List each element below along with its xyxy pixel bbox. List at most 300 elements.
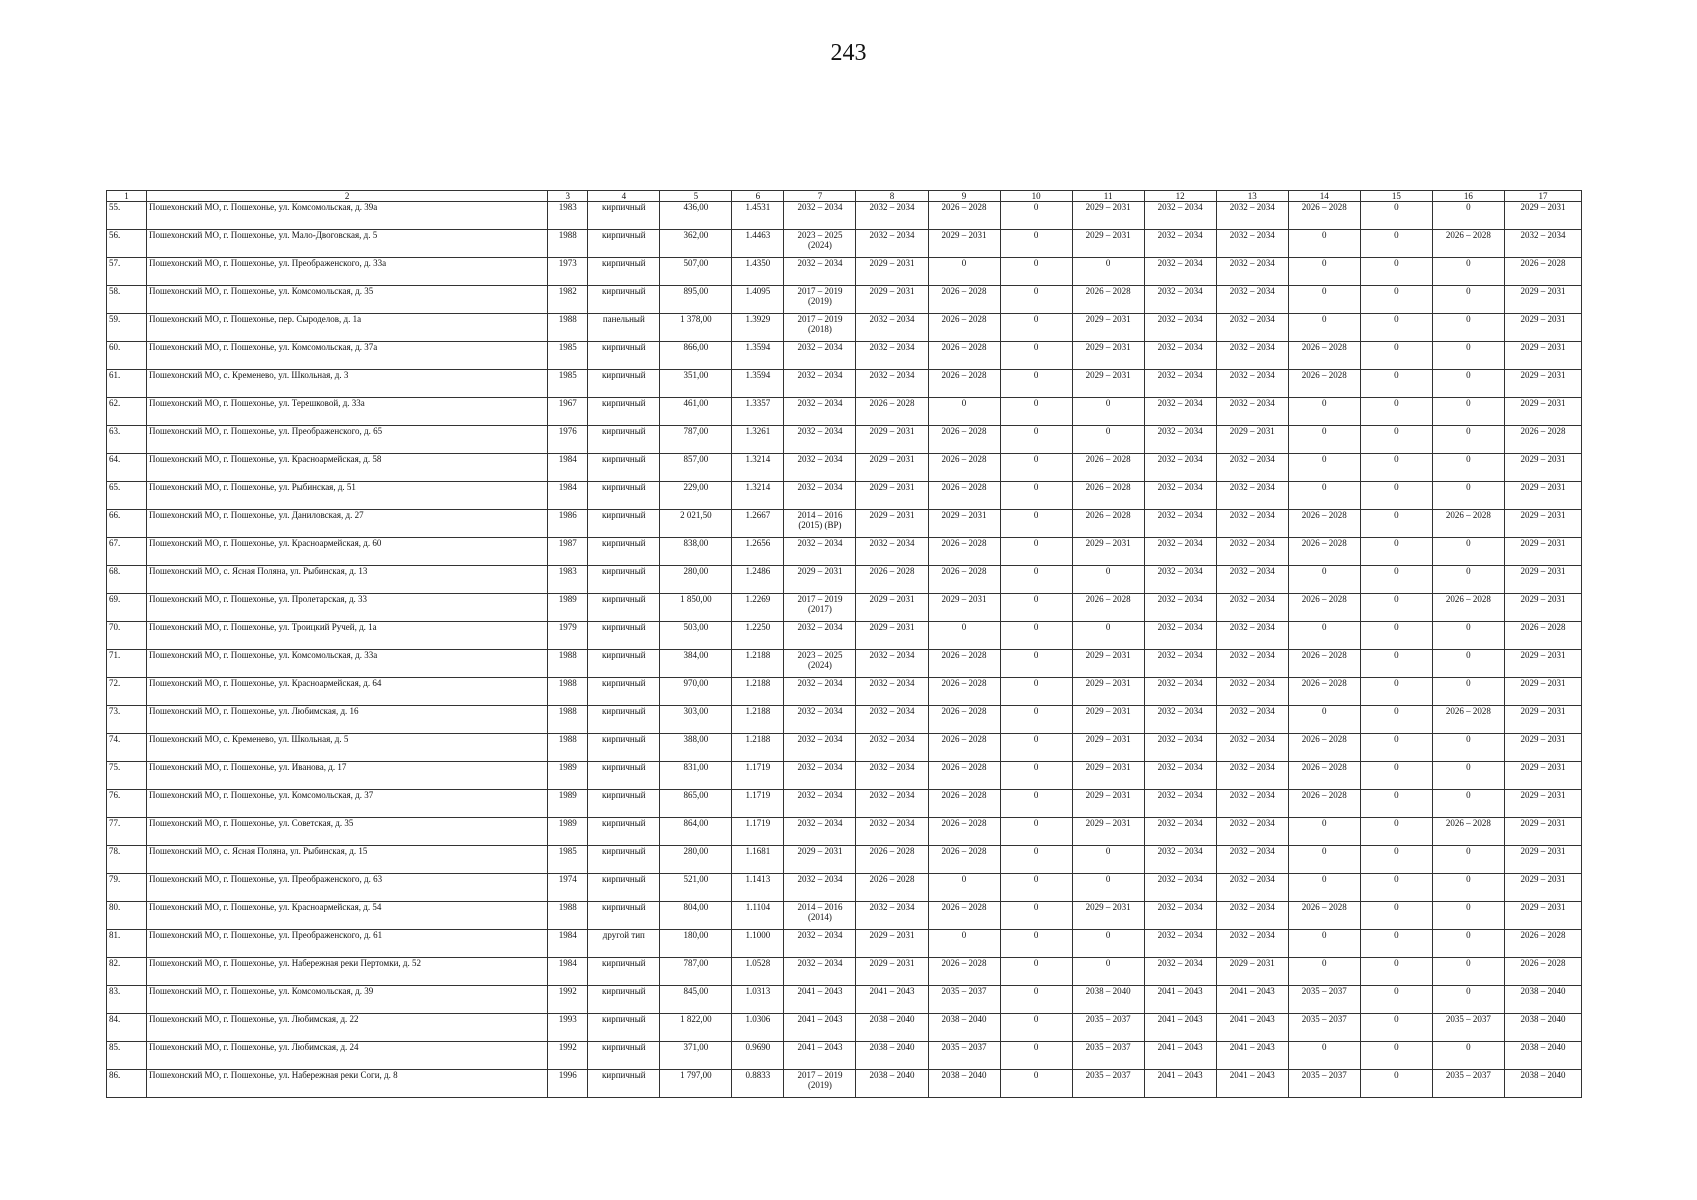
table-cell: 1.4095: [732, 286, 784, 314]
table-cell: 1.4463: [732, 230, 784, 258]
table-cell: 2032 – 2034: [1144, 538, 1216, 566]
table-cell: 2029 – 2031: [1504, 902, 1581, 930]
table-cell: 0: [1000, 902, 1072, 930]
table-cell: 0: [1360, 510, 1432, 538]
table-cell: кирпичный: [588, 762, 660, 790]
table-cell: 0: [1432, 258, 1504, 286]
table-cell: 2032 – 2034: [1144, 762, 1216, 790]
table-cell: 1.3929: [732, 314, 784, 342]
address-cell: Пошехонский МО, г. Пошехонье, ул. Комсомольская, д. 39: [147, 986, 548, 1014]
row-number-cell: 65.: [107, 482, 147, 510]
table-cell: 2029 – 2031: [1504, 734, 1581, 762]
address-cell: Пошехонский МО, с. Ясная Поляна, ул. Рыбинская, д. 13: [147, 566, 548, 594]
table-cell: 0: [1432, 566, 1504, 594]
table-cell: 2029 – 2031: [856, 286, 928, 314]
table-cell: 2029 – 2031: [1072, 202, 1144, 230]
table-cell: 866,00: [660, 342, 732, 370]
table-cell: 2041 – 2043: [784, 986, 856, 1014]
table-cell: 1.1719: [732, 762, 784, 790]
table-cell: 0: [928, 398, 1000, 426]
table-cell: 2032 – 2034: [1144, 398, 1216, 426]
row-number-cell: 82.: [107, 958, 147, 986]
address-cell: Пошехонский МО, г. Пошехонье, ул. Терешковой, д. 33а: [147, 398, 548, 426]
table-cell: 2029 – 2031: [1504, 538, 1581, 566]
address-cell: Пошехонский МО, г. Пошехонье, ул. Советская, д. 35: [147, 818, 548, 846]
table-cell: 2026 – 2028: [928, 790, 1000, 818]
address-cell: Пошехонский МО, г. Пошехонье, ул. Комсомольская, д. 37а: [147, 342, 548, 370]
table-cell: 180,00: [660, 930, 732, 958]
address-cell: Пошехонский МО, г. Пошехонье, ул. Пролетарская, д. 33: [147, 594, 548, 622]
table-cell: кирпичный: [588, 678, 660, 706]
table-cell: кирпичный: [588, 594, 660, 622]
table-cell: 1.0313: [732, 986, 784, 1014]
table-cell: 1.4531: [732, 202, 784, 230]
table-cell: 0: [1432, 650, 1504, 678]
table-cell: 2014 – 2016 (2014): [784, 902, 856, 930]
table-cell: кирпичный: [588, 874, 660, 902]
row-number-cell: 64.: [107, 454, 147, 482]
table-cell: 0: [1360, 566, 1432, 594]
table-cell: 2032 – 2034: [856, 790, 928, 818]
table-cell: 2032 – 2034: [1216, 342, 1288, 370]
table-cell: 2026 – 2028: [1072, 454, 1144, 482]
table-cell: 0: [1360, 342, 1432, 370]
table-cell: кирпичный: [588, 1070, 660, 1098]
table-cell: 2026 – 2028: [928, 650, 1000, 678]
table-cell: 0: [1000, 1042, 1072, 1070]
row-number-cell: 73.: [107, 706, 147, 734]
row-number-cell: 81.: [107, 930, 147, 958]
table-cell: 2035 – 2037: [928, 1042, 1000, 1070]
table-cell: 2026 – 2028: [928, 454, 1000, 482]
table-cell: 0: [1360, 1070, 1432, 1098]
table-cell: 1984: [548, 958, 588, 986]
table-cell: 371,00: [660, 1042, 732, 1070]
table-cell: 2032 – 2034: [1144, 482, 1216, 510]
column-header: 16: [1432, 191, 1504, 202]
table-cell: 2032 – 2034: [784, 454, 856, 482]
housing-table: [106, 190, 1582, 1098]
address-cell: Пошехонский МО, с. Ясная Поляна, ул. Рыбинская, д. 15: [147, 846, 548, 874]
table-cell: 1.1681: [732, 846, 784, 874]
table-cell: 2029 – 2031: [856, 510, 928, 538]
table-cell: 2023 – 2025 (2024): [784, 230, 856, 258]
table-cell: 0: [1000, 482, 1072, 510]
table-cell: 0: [1288, 622, 1360, 650]
table-cell: 1984: [548, 930, 588, 958]
table-cell: 831,00: [660, 762, 732, 790]
column-header: 12: [1144, 191, 1216, 202]
table-cell: 0: [1360, 762, 1432, 790]
table-cell: 1974: [548, 874, 588, 902]
table-cell: 351,00: [660, 370, 732, 398]
table-cell: 0: [1432, 426, 1504, 454]
table-cell: 0: [1360, 230, 1432, 258]
table-cell: 0: [1000, 986, 1072, 1014]
table-cell: 2026 – 2028: [928, 678, 1000, 706]
table-cell: 2032 – 2034: [1216, 678, 1288, 706]
table-cell: 2032 – 2034: [856, 538, 928, 566]
table-cell: 2026 – 2028: [1288, 790, 1360, 818]
table-cell: 2032 – 2034: [784, 874, 856, 902]
table-cell: 2026 – 2028: [928, 902, 1000, 930]
table-cell: 2041 – 2043: [1216, 986, 1288, 1014]
table-header: [107, 191, 1582, 202]
table-cell: 0: [1432, 454, 1504, 482]
table-cell: 0: [1432, 342, 1504, 370]
table-cell: 1.0306: [732, 1014, 784, 1042]
table-cell: 0: [1000, 678, 1072, 706]
table-cell: 1.1000: [732, 930, 784, 958]
table-cell: 388,00: [660, 734, 732, 762]
table-cell: 2032 – 2034: [1144, 510, 1216, 538]
table-cell: 0: [1432, 986, 1504, 1014]
table-cell: 0.8833: [732, 1070, 784, 1098]
table-cell: 2029 – 2031: [1072, 762, 1144, 790]
table-cell: 2041 – 2043: [1144, 1042, 1216, 1070]
table-cell: 2032 – 2034: [1144, 594, 1216, 622]
table-cell: 2026 – 2028: [928, 342, 1000, 370]
table-cell: 0: [1288, 230, 1360, 258]
table-cell: 2032 – 2034: [784, 706, 856, 734]
table-cell: 865,00: [660, 790, 732, 818]
address-cell: Пошехонский МО, с. Кременево, ул. Школьная, д. 5: [147, 734, 548, 762]
table-cell: 2032 – 2034: [1144, 286, 1216, 314]
table-cell: 2026 – 2028: [928, 958, 1000, 986]
table-cell: 2032 – 2034: [1144, 230, 1216, 258]
table-cell: 2032 – 2034: [784, 818, 856, 846]
table-cell: 2029 – 2031: [1072, 790, 1144, 818]
table-cell: 2032 – 2034: [784, 790, 856, 818]
table-cell: 2032 – 2034: [1144, 958, 1216, 986]
table-cell: 1.3214: [732, 482, 784, 510]
table-cell: 0: [1288, 454, 1360, 482]
table-cell: 0: [1000, 230, 1072, 258]
table-cell: 0: [1288, 286, 1360, 314]
table-cell: 2032 – 2034: [784, 258, 856, 286]
table-cell: 2029 – 2031: [856, 426, 928, 454]
table-cell: 0: [1000, 454, 1072, 482]
table-cell: 2026 – 2028: [928, 566, 1000, 594]
column-header: 5: [660, 191, 732, 202]
row-number-cell: 67.: [107, 538, 147, 566]
table-cell: 2026 – 2028: [1288, 762, 1360, 790]
table-cell: 2032 – 2034: [784, 538, 856, 566]
table-cell: 2032 – 2034: [856, 370, 928, 398]
row-number-cell: 80.: [107, 902, 147, 930]
table-row: [107, 1070, 1582, 1098]
address-cell: Пошехонский МО, г. Пошехонье, ул. Даниловская, д. 27: [147, 510, 548, 538]
table-cell: 436,00: [660, 202, 732, 230]
table-cell: кирпичный: [588, 650, 660, 678]
table-cell: 2029 – 2031: [1504, 286, 1581, 314]
table-row: [107, 762, 1582, 790]
address-cell: Пошехонский МО, г. Пошехонье, ул. Преображенского, д. 61: [147, 930, 548, 958]
table-cell: 1984: [548, 454, 588, 482]
table-cell: 1.3594: [732, 342, 784, 370]
table-cell: 2032 – 2034: [784, 930, 856, 958]
column-header: 13: [1216, 191, 1288, 202]
table-cell: 0: [1000, 734, 1072, 762]
column-header: 1: [107, 191, 147, 202]
table-cell: 2032 – 2034: [1216, 538, 1288, 566]
table-cell: 0: [1360, 258, 1432, 286]
table-cell: 2041 – 2043: [1144, 986, 1216, 1014]
table-row: [107, 538, 1582, 566]
table-cell: 2026 – 2028: [928, 202, 1000, 230]
table-cell: 1.2269: [732, 594, 784, 622]
table-cell: 0: [928, 930, 1000, 958]
table-cell: 2029 – 2031: [1504, 314, 1581, 342]
row-number-cell: 55.: [107, 202, 147, 230]
table-cell: 1.1719: [732, 790, 784, 818]
table-cell: 1.2188: [732, 734, 784, 762]
table-cell: 1 378,00: [660, 314, 732, 342]
table-cell: 2032 – 2034: [856, 202, 928, 230]
table-cell: 521,00: [660, 874, 732, 902]
table-cell: 0: [1432, 902, 1504, 930]
table-cell: 2035 – 2037: [1288, 1014, 1360, 1042]
table-cell: 2035 – 2037: [928, 986, 1000, 1014]
table-cell: 1.2188: [732, 678, 784, 706]
table-cell: 2032 – 2034: [784, 762, 856, 790]
table-cell: 0: [1432, 790, 1504, 818]
table-cell: 2032 – 2034: [1144, 370, 1216, 398]
address-cell: Пошехонский МО, г. Пошехонье, пер. Сыроделов, д. 1а: [147, 314, 548, 342]
table-cell: 0: [1072, 874, 1144, 902]
table-cell: 2026 – 2028: [1072, 482, 1144, 510]
table-cell: кирпичный: [588, 370, 660, 398]
table-cell: 0: [1360, 790, 1432, 818]
table-cell: 1983: [548, 566, 588, 594]
table-cell: 2026 – 2028: [1432, 230, 1504, 258]
table-cell: 1.3214: [732, 454, 784, 482]
table-cell: 0: [1360, 650, 1432, 678]
table-cell: 2029 – 2031: [1504, 566, 1581, 594]
table-cell: 0: [1288, 706, 1360, 734]
column-header: 4: [588, 191, 660, 202]
table-cell: кирпичный: [588, 1014, 660, 1042]
table-cell: 2026 – 2028: [928, 818, 1000, 846]
table-cell: 2029 – 2031: [1072, 706, 1144, 734]
table-cell: 2029 – 2031: [1504, 370, 1581, 398]
table-cell: 0: [1360, 538, 1432, 566]
table-cell: 2032 – 2034: [1144, 706, 1216, 734]
table-cell: 0: [1288, 426, 1360, 454]
table-row: [107, 426, 1582, 454]
table-cell: 2029 – 2031: [856, 930, 928, 958]
table-cell: 0: [1288, 958, 1360, 986]
table-cell: 280,00: [660, 846, 732, 874]
table-cell: 0: [1000, 398, 1072, 426]
table-cell: кирпичный: [588, 230, 660, 258]
table-cell: 1 850,00: [660, 594, 732, 622]
address-cell: Пошехонский МО, г. Пошехонье, ул. Красноармейская, д. 58: [147, 454, 548, 482]
table-cell: 2026 – 2028: [856, 874, 928, 902]
table-row: [107, 398, 1582, 426]
table-cell: 280,00: [660, 566, 732, 594]
row-number-cell: 57.: [107, 258, 147, 286]
table-cell: 0: [1432, 314, 1504, 342]
table-cell: 2032 – 2034: [1216, 230, 1288, 258]
table-cell: 1979: [548, 622, 588, 650]
table-cell: 2035 – 2037: [1432, 1014, 1504, 1042]
address-cell: Пошехонский МО, г. Пошехонье, ул. Мало-Двоговская, д. 5: [147, 230, 548, 258]
table-cell: 2029 – 2031: [1504, 454, 1581, 482]
table-cell: 2023 – 2025 (2024): [784, 650, 856, 678]
table-cell: 2032 – 2034: [784, 342, 856, 370]
table-cell: 0: [1432, 202, 1504, 230]
table-cell: 0: [1000, 286, 1072, 314]
table-cell: кирпичный: [588, 510, 660, 538]
address-cell: Пошехонский МО, г. Пошехонье, ул. Рыбинская, д. 51: [147, 482, 548, 510]
table-cell: 2032 – 2034: [856, 342, 928, 370]
table-cell: 0: [928, 258, 1000, 286]
table-cell: 2032 – 2034: [1504, 230, 1581, 258]
table-cell: 2032 – 2034: [784, 622, 856, 650]
table-cell: 303,00: [660, 706, 732, 734]
table-cell: 2029 – 2031: [1504, 398, 1581, 426]
table-cell: кирпичный: [588, 342, 660, 370]
table-cell: 1993: [548, 1014, 588, 1042]
table-row: [107, 230, 1582, 258]
table-cell: 0: [1360, 930, 1432, 958]
address-cell: Пошехонский МО, с. Кременево, ул. Школьная, д. 3: [147, 370, 548, 398]
table-cell: 2026 – 2028: [1288, 202, 1360, 230]
table-cell: 2026 – 2028: [928, 762, 1000, 790]
table-cell: 2029 – 2031: [1072, 818, 1144, 846]
table-cell: 2029 – 2031: [928, 594, 1000, 622]
table-cell: 2029 – 2031: [1504, 790, 1581, 818]
table-cell: 0: [1000, 622, 1072, 650]
table-cell: 2032 – 2034: [1216, 370, 1288, 398]
table-cell: 2032 – 2034: [856, 762, 928, 790]
table-cell: кирпичный: [588, 202, 660, 230]
table-cell: 1989: [548, 594, 588, 622]
table-cell: кирпичный: [588, 286, 660, 314]
table-cell: 1985: [548, 342, 588, 370]
column-header: 6: [732, 191, 784, 202]
column-header: 9: [928, 191, 1000, 202]
table-cell: 2032 – 2034: [1144, 902, 1216, 930]
table-cell: 2032 – 2034: [1144, 930, 1216, 958]
table-cell: кирпичный: [588, 958, 660, 986]
table-cell: 384,00: [660, 650, 732, 678]
table-cell: 2029 – 2031: [1504, 762, 1581, 790]
table-cell: 0: [1000, 202, 1072, 230]
table-cell: 2026 – 2028: [1288, 650, 1360, 678]
table-cell: 970,00: [660, 678, 732, 706]
row-number-cell: 61.: [107, 370, 147, 398]
table-row: [107, 678, 1582, 706]
row-number-cell: 75.: [107, 762, 147, 790]
table-cell: 0: [1000, 1014, 1072, 1042]
table-cell: 2032 – 2034: [1216, 286, 1288, 314]
table-cell: 0: [1072, 398, 1144, 426]
table-cell: 2 021,50: [660, 510, 732, 538]
table-cell: 0: [1000, 846, 1072, 874]
address-cell: Пошехонский МО, г. Пошехонье, ул. Набережная реки Пертомки, д. 52: [147, 958, 548, 986]
table-cell: 2041 – 2043: [1144, 1070, 1216, 1098]
column-header: 7: [784, 191, 856, 202]
table-cell: 895,00: [660, 286, 732, 314]
table-cell: 2029 – 2031: [1072, 342, 1144, 370]
table-cell: 804,00: [660, 902, 732, 930]
table-cell: 2026 – 2028: [856, 566, 928, 594]
table-cell: 0: [1432, 846, 1504, 874]
table-cell: 2029 – 2031: [1504, 874, 1581, 902]
table-row: [107, 818, 1582, 846]
table-cell: 2032 – 2034: [1144, 426, 1216, 454]
table-cell: 1987: [548, 538, 588, 566]
table-cell: 0: [1000, 874, 1072, 902]
table-cell: 2035 – 2037: [1072, 1042, 1144, 1070]
table-cell: 0: [1000, 790, 1072, 818]
table-cell: 2032 – 2034: [1216, 622, 1288, 650]
table-cell: 0: [1000, 818, 1072, 846]
table-cell: 1.1104: [732, 902, 784, 930]
address-cell: Пошехонский МО, г. Пошехонье, ул. Троицкий Ручей, д. 1а: [147, 622, 548, 650]
table-cell: 2038 – 2040: [1504, 1014, 1581, 1042]
table-cell: 507,00: [660, 258, 732, 286]
table-body: [107, 202, 1582, 1098]
table-cell: 2029 – 2031: [1216, 958, 1288, 986]
table-cell: 1989: [548, 762, 588, 790]
table-cell: 0: [1360, 314, 1432, 342]
table-cell: 857,00: [660, 454, 732, 482]
table-cell: 1992: [548, 986, 588, 1014]
table-cell: 2038 – 2040: [1072, 986, 1144, 1014]
table-cell: 2032 – 2034: [1144, 566, 1216, 594]
table-cell: 2029 – 2031: [1504, 678, 1581, 706]
row-number-cell: 70.: [107, 622, 147, 650]
table-cell: 2026 – 2028: [928, 286, 1000, 314]
table-cell: 2032 – 2034: [784, 734, 856, 762]
table-cell: 0: [1360, 594, 1432, 622]
table-cell: 2017 – 2019 (2018): [784, 314, 856, 342]
table-cell: 2032 – 2034: [1216, 734, 1288, 762]
table-cell: 2032 – 2034: [1216, 510, 1288, 538]
table-cell: 2026 – 2028: [928, 426, 1000, 454]
table-cell: 0: [1000, 342, 1072, 370]
table-cell: 1976: [548, 426, 588, 454]
table-cell: 2029 – 2031: [1072, 734, 1144, 762]
table-row: [107, 622, 1582, 650]
table-cell: 2032 – 2034: [1216, 594, 1288, 622]
table-cell: 2038 – 2040: [1504, 1042, 1581, 1070]
table-cell: 0: [1432, 1042, 1504, 1070]
table-cell: 2032 – 2034: [1216, 902, 1288, 930]
address-cell: Пошехонский МО, г. Пошехонье, ул. Красноармейская, д. 54: [147, 902, 548, 930]
table-cell: 0: [1288, 1042, 1360, 1070]
table-cell: 2032 – 2034: [856, 650, 928, 678]
table-cell: 2029 – 2031: [1216, 426, 1288, 454]
table-cell: 0: [1000, 370, 1072, 398]
table-cell: 1.4350: [732, 258, 784, 286]
table-cell: 2029 – 2031: [784, 846, 856, 874]
table-cell: 2032 – 2034: [1216, 874, 1288, 902]
table-cell: другой тип: [588, 930, 660, 958]
table-cell: 2029 – 2031: [856, 622, 928, 650]
table-cell: 2026 – 2028: [928, 734, 1000, 762]
table-row: [107, 874, 1582, 902]
table-row: [107, 986, 1582, 1014]
table-cell: 1988: [548, 706, 588, 734]
table-cell: 2029 – 2031: [1072, 230, 1144, 258]
table-cell: 1992: [548, 1042, 588, 1070]
table-row: [107, 314, 1582, 342]
table-cell: 0.9690: [732, 1042, 784, 1070]
